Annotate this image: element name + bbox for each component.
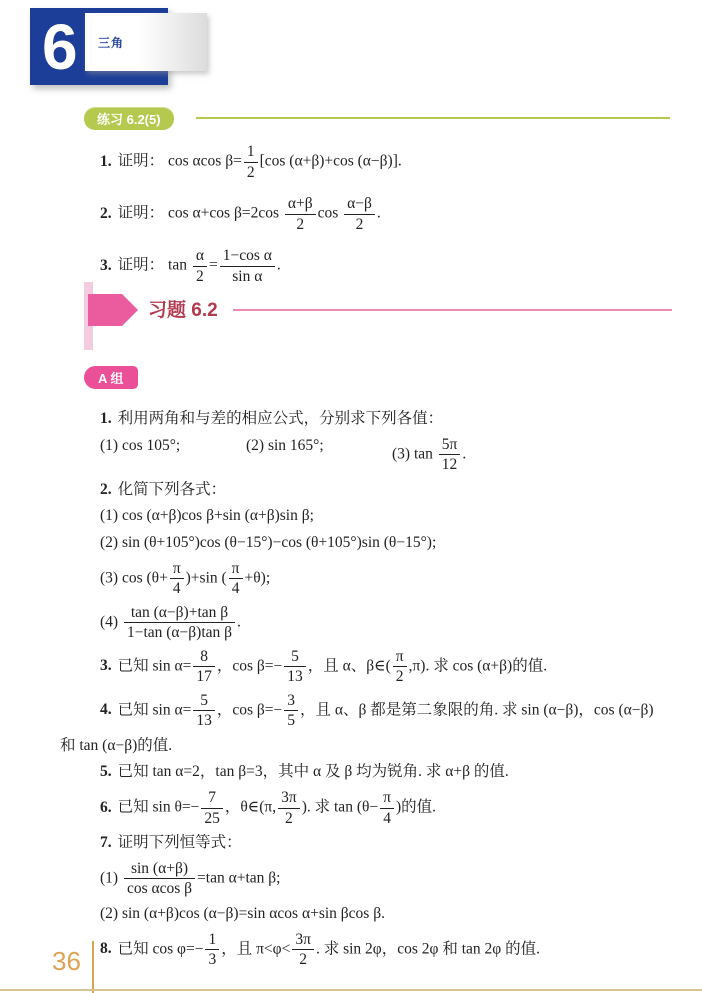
chapter-number: 6 bbox=[42, 11, 78, 83]
footer-horizontal-rule bbox=[0, 989, 702, 991]
chapter-header bbox=[30, 8, 260, 98]
fraction: $\frac{\alpha}{2}$ bbox=[193, 247, 207, 284]
fraction: $\frac{3\pi}{2}$ bbox=[278, 789, 300, 826]
page-number: 36 bbox=[52, 946, 81, 976]
problem-part: (1) cos 105°; bbox=[100, 436, 181, 454]
problem-list bbox=[60, 403, 672, 974]
practice-divider-line bbox=[196, 117, 670, 119]
prove-prefix: 证明： bbox=[117, 256, 169, 274]
problem-number: 7. bbox=[100, 834, 112, 852]
problem-row: 6. 已知 sin θ=− $\frac{7}{25}$ ，θ∈(π, $\frac{3\pi}{2}$ ). 求 tan (θ− $\frac{\pi}{4}$ )的值. bbox=[100, 789, 437, 827]
fraction: $\frac{\alpha-\beta}{2}$ bbox=[344, 195, 375, 232]
problem-row: (2) sin (α+β)cos (α−β)=sin αcos α+sin βcos β. bbox=[100, 904, 385, 922]
fraction: $\frac{\alpha+\beta}{2}$ bbox=[285, 195, 316, 232]
fraction: $\frac{\text{1−cos α}}{\text{sin α}}$ bbox=[220, 247, 275, 284]
fraction: $\frac{3\pi}{2}$ bbox=[292, 931, 314, 968]
chapter-title: 三角 bbox=[98, 35, 125, 50]
footer-vertical-rule bbox=[92, 941, 94, 993]
fraction: $\frac{\pi}{4}$ bbox=[380, 789, 394, 826]
chapter-title-box bbox=[85, 13, 207, 71]
problem-number: 1. bbox=[100, 152, 112, 170]
problem-row: 7. 证明下列恒等式： bbox=[100, 834, 242, 852]
problem-number: 6. bbox=[100, 798, 112, 816]
exercise-arrow-icon bbox=[88, 294, 138, 326]
exercise-heading: 习题 6.2 bbox=[148, 300, 218, 321]
problem-row: 8. 已知 cos φ=− $\frac{1}{3}$ ，且 π<φ< $\frac{3\pi}{2}$ . 求 sin 2φ，cos 2φ 和 tan 2φ 的值. bbox=[100, 930, 540, 968]
prove-prefix: 证明： bbox=[117, 204, 169, 222]
practice-item: 3. 证明： tan $\frac{\alpha}{2}$ = $\frac{\text{1−cos α}}{\text{sin α}}$ . bbox=[100, 247, 281, 285]
problem-number: 8. bbox=[100, 940, 112, 958]
problem-row: (1) cos (α+β)cos β+sin (α+β)sin β; bbox=[100, 507, 314, 525]
fraction: $\frac{5}{13}$ bbox=[193, 692, 215, 729]
fraction: $\frac{\pi}{4}$ bbox=[170, 560, 184, 597]
problem-row: 5. 已知 tan α=2，tan β=3，其中 α 及 β 均为锐角. 求 α+β 的值. bbox=[100, 763, 509, 781]
practice-item: 1. 证明： cos αcos β= $\frac{1}{2}$ [cos (α+β)+cos (α−β)]. bbox=[100, 143, 402, 181]
problem-row: 4. 已知 sin α= $\frac{5}{13}$ ，cos β=− $\frac{3}{5}$ ，且 α、β 都是第二象限的角. 求 sin (α−β)，cos (α−β) bbox=[100, 691, 654, 730]
fraction: $\frac{\pi}{2}$ bbox=[393, 648, 407, 685]
problem-number: 2. bbox=[100, 480, 112, 498]
fraction: $\frac{8}{17}$ bbox=[193, 648, 215, 685]
problem-number: 3. bbox=[100, 256, 112, 274]
problem-row: (2) sin (θ+105°)cos (θ−15°)−cos (θ+105°)sin (θ−15°); bbox=[100, 534, 437, 552]
problem-row: 和 tan (α−β)的值. bbox=[60, 736, 173, 754]
problem-row: (3) cos (θ+ $\frac{\pi}{4}$ )+sin ( $\frac{\pi}{4}$ +θ); bbox=[100, 559, 271, 598]
group-a-label: A 组 bbox=[84, 366, 138, 389]
problem-row: 3. 已知 sin α= $\frac{8}{17}$ ，cos β=− $\frac{5}{13}$ ，且 α、β∈( $\frac{\pi}{2}$ ,π). 求 cos (α+β)的值. bbox=[100, 647, 548, 686]
fraction: $\frac{7}{25}$ bbox=[201, 789, 223, 826]
fraction: $\frac{3}{5}$ bbox=[284, 692, 298, 729]
problem-number: 1. bbox=[100, 410, 112, 427]
problem-number: 3. bbox=[100, 657, 112, 675]
problem-row: (4) $\frac{\text{tan (α−β)+tan β}}{\text{1−tan (α−β)tan β}}$ . bbox=[100, 603, 241, 642]
fraction: $\frac{\text{tan (α−β)+tan β}}{\text{1−tan (α−β)tan β}}$ bbox=[124, 604, 235, 641]
problem-part: (2) sin 165°; bbox=[246, 436, 324, 454]
problem-row: (1) $\frac{\sin (\alpha+\beta)}{\text{cos αcos β}}$ =tan α+tan β; bbox=[100, 859, 281, 898]
exercise-divider-line bbox=[233, 309, 672, 311]
problem-part: (3) tan $\frac{5\pi}{12}$ . bbox=[392, 435, 467, 474]
problem-number: 5. bbox=[100, 763, 112, 781]
fraction: $\frac{1}{3}$ bbox=[205, 931, 219, 968]
fraction: $\frac{5}{13}$ bbox=[284, 648, 306, 685]
fraction: $\frac{1}{2}$ bbox=[244, 143, 258, 180]
problem-number: 2. bbox=[100, 204, 112, 222]
problem-number: 4. bbox=[100, 701, 112, 719]
problem-row: 2. 化简下列各式： bbox=[100, 480, 227, 498]
practice-item-list bbox=[100, 142, 660, 298]
fraction: $\frac{\pi}{4}$ bbox=[229, 560, 243, 597]
practice-item: 2. 证明： cos α+cos β=2cos $\frac{\alpha+\beta}{2}$ cos $\frac{\alpha-\beta}{2}$ . bbox=[100, 195, 381, 233]
problem-row bbox=[60, 435, 672, 474]
practice-label: 练习 6.2(5) bbox=[84, 107, 174, 130]
problem-row: 1. 利用两角和与差的相应公式，分别求下列各值： bbox=[100, 410, 444, 427]
prove-prefix: 证明： bbox=[117, 152, 169, 170]
fraction: $\frac{\sin (\alpha+\beta)}{\text{cos αcos β}}$ bbox=[124, 860, 195, 897]
fraction: $\frac{5\pi}{12}$ bbox=[439, 436, 461, 473]
